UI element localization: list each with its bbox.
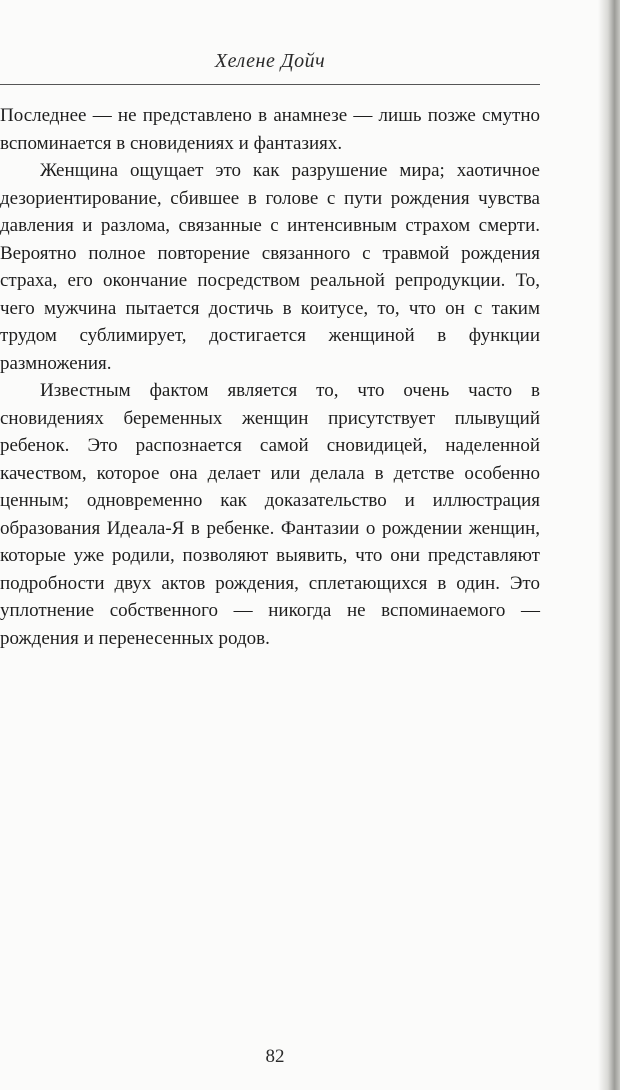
header-rule: [0, 84, 540, 85]
paragraph-3: Известным фактом является то, что очень часто в сновидениях беременных женщин присутствует плывущий ребенок. Это распознается самой сновидицей, наделенной качеством, которое она делает или делала в детстве особенно ценным; одновременно как доказательство и иллюстрация образования Идеала-Я в ребенке. Фантазии о рождении женщин, которые уже родили, позволяют выявить, что они представляют подробности двух актов рождения, сплетающихся в один. Это уплотнение собственного — никогда не вспоминаемого — рождения и перенесенных родов.: [0, 380, 540, 649]
page-number: 82: [265, 1046, 285, 1067]
paragraph-2: Женщина ощущает это как разрушение мира; хаотичное дезориентирование, сбившее в голове с пути рождения чувства давления и разлома, связанные с интенсивным страхом смерти. Вероятно полное повторение связанного с травмой рождения страха, его окончание посредством реальной репродукции. То, чего мужчина пытается достичь в коитусе, то, что он с таким трудом сублимирует, достигается женщиной в функции размножения.: [0, 160, 540, 374]
paragraph-1: Последнее — не представлено в анамнезе — лишь позже смутно вспоминается в сновидениях и фантазиях.: [0, 105, 540, 154]
running-header: Хелене Дойч: [214, 50, 326, 72]
page-edge-shadow: [598, 0, 620, 1090]
body-text: [0, 102, 540, 652]
